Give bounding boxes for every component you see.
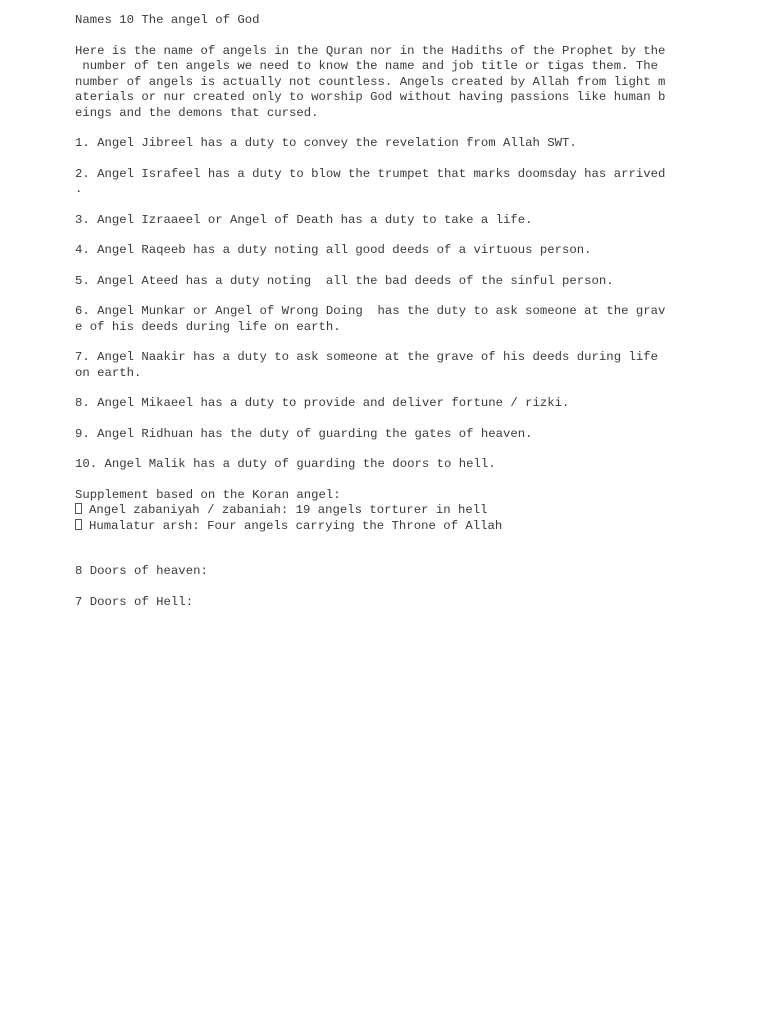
supplement-item xyxy=(75,503,685,519)
angel-line: 4. Angel Raqeeb has a duty noting all good deeds of a virtuous person. xyxy=(75,243,592,257)
intro-line: Here is the name of angels in the Quran nor in the Hadiths of the Prophet by the xyxy=(75,43,666,58)
intro-line: aterials or nur created only to worship God without having passions like human b xyxy=(75,90,666,104)
angel-line: 8. Angel Mikaeel has a duty to provide and deliver fortune / rizki. xyxy=(75,396,570,410)
supplement-item-text: Humalatur arsh: Four angels carrying the Throne of Allah xyxy=(89,518,503,533)
angel-line: 3. Angel Izraaeel or Angel of Death has a duty to take a life. xyxy=(75,212,533,227)
angel-line: 6. Angel Munkar or Angel of Wrong Doing has the duty to ask someone at the grav xyxy=(75,304,666,318)
angel-line: 5. Angel Ateed has a duty noting all the bad deeds of the sinful person. xyxy=(75,273,614,288)
spacer xyxy=(75,289,685,304)
spacer xyxy=(75,580,685,595)
spacer xyxy=(75,29,685,44)
angel-item-4 xyxy=(75,243,685,259)
document-page xyxy=(75,13,685,610)
angel-item-9 xyxy=(75,427,685,443)
spacer xyxy=(75,473,685,488)
spacer xyxy=(75,381,685,396)
supplement-section xyxy=(75,488,685,535)
angel-line: e of his deeds during life on earth. xyxy=(75,319,341,334)
angel-item-3 xyxy=(75,213,685,229)
angel-line: . xyxy=(75,182,83,196)
spacer xyxy=(75,198,685,213)
angel-line: 2. Angel Israfeel has a duty to blow the trumpet that marks doomsday has arrived xyxy=(75,166,666,181)
spacer xyxy=(75,534,685,564)
spacer xyxy=(75,335,685,350)
spacer xyxy=(75,442,685,457)
intro-line: eings and the demons that cursed. xyxy=(75,105,319,120)
intro-paragraph xyxy=(75,44,685,122)
angel-item-7 xyxy=(75,350,685,381)
angel-item-10 xyxy=(75,457,685,473)
angel-line: 1. Angel Jibreel has a duty to convey the revelation from Allah SWT. xyxy=(75,136,577,150)
spacer xyxy=(75,121,685,136)
supplement-heading: Supplement based on the Koran angel: xyxy=(75,487,341,502)
heaven-heading: 8 Doors of heaven: xyxy=(75,564,208,578)
hell-heading: 7 Doors of Hell: xyxy=(75,594,194,609)
angel-item-6 xyxy=(75,304,685,335)
supplement-item xyxy=(75,519,685,535)
bullet-box-icon xyxy=(75,503,82,514)
angel-item-1 xyxy=(75,136,685,152)
angel-item-8 xyxy=(75,396,685,412)
angel-line: 9. Angel Ridhuan has the duty of guarding the gates of heaven. xyxy=(75,426,533,441)
angel-line: 7. Angel Naakir has a duty to ask someone at the grave of his deeds during life xyxy=(75,350,658,364)
spacer xyxy=(75,412,685,427)
bullet-box-icon xyxy=(75,519,82,530)
supplement-item-text: Angel zabaniyah / zabaniah: 19 angels torturer in hell xyxy=(89,503,488,517)
intro-line: number of angels is actually not countless. Angels created by Allah from light m xyxy=(75,74,666,89)
intro-line: number of ten angels we need to know the name and job title or tigas them. The xyxy=(75,59,658,73)
angel-item-5 xyxy=(75,274,685,290)
spacer xyxy=(75,228,685,243)
spacer xyxy=(75,259,685,274)
angel-line: 10. Angel Malik has a duty of guarding the doors to hell. xyxy=(75,457,496,471)
document-title: Names 10 The angel of God xyxy=(75,13,260,27)
angel-line: on earth. xyxy=(75,365,142,380)
angel-item-2 xyxy=(75,167,685,198)
spacer xyxy=(75,152,685,167)
